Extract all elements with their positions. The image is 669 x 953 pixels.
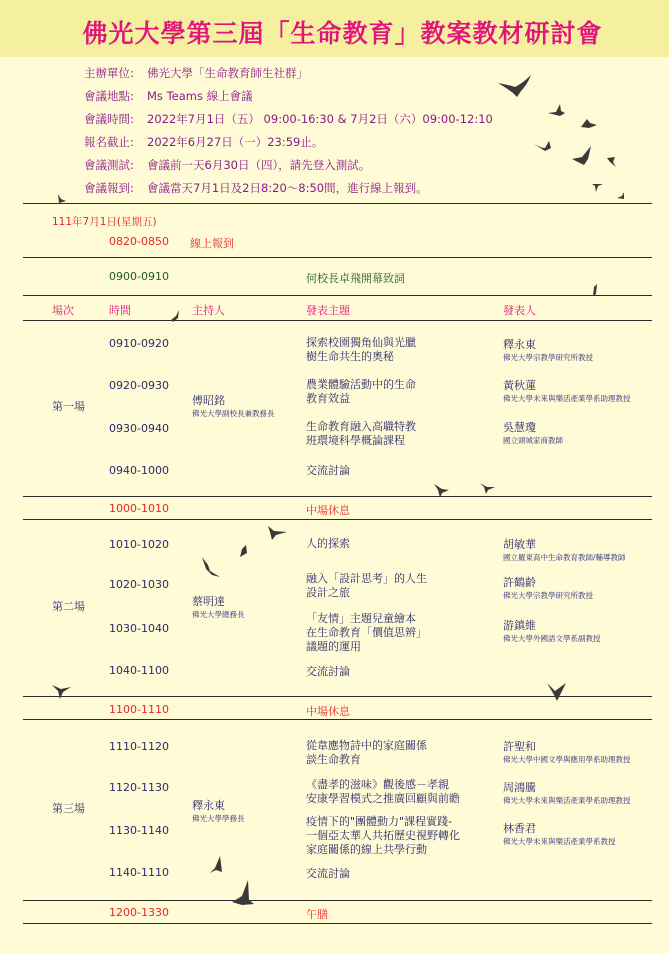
divider <box>23 203 652 204</box>
bird-icon <box>497 73 533 99</box>
speaker-affiliation: 佛光大學中國文學與應用學系助理教授 <box>503 755 631 764</box>
bird-icon <box>57 194 67 204</box>
bird-icon <box>480 483 496 495</box>
bird-icon <box>266 526 288 540</box>
item-topic: 生命教育融入高職特教 班環境科學概論課程 <box>306 420 416 447</box>
item-time: 0940-1000 <box>109 464 169 477</box>
speaker-name: 釋永東 <box>503 338 536 351</box>
bird-icon <box>533 140 553 152</box>
page-title: 佛光大學第三屆「生命教育」教案教材研討會 <box>82 19 603 48</box>
checkin-label: 線上報到 <box>190 237 234 250</box>
speaker-name: 游鎮維 <box>503 619 536 632</box>
item-topic: 從韋應物詩中的家庭關係 談生命教育 <box>306 739 427 766</box>
header-session: 場次 <box>52 304 74 317</box>
item-time: 1120-1130 <box>109 781 169 794</box>
info-checkin: 會議報到: 會議當天7月1日及2日8:20～8:50間，進行線上報到。 <box>84 181 428 195</box>
bird-icon <box>202 557 222 577</box>
info-test: 會議測試: 會議前一天6月30日（四），請先登入測試。 <box>84 158 371 172</box>
speaker-affiliation: 國立頭城家商教師 <box>503 436 563 445</box>
bird-icon <box>617 192 625 200</box>
schedule-date: 111年7月1日(星期五) <box>52 216 157 228</box>
opening-label: 何校長卓飛開幕致詞 <box>306 272 405 285</box>
bird-icon <box>434 484 450 498</box>
break-time: 1200-1330 <box>109 906 169 919</box>
header-speaker: 發表人 <box>503 304 536 317</box>
header-topic: 發表主題 <box>306 304 350 317</box>
break-label: 午膳 <box>306 908 328 921</box>
item-time: 1140-1110 <box>109 866 169 879</box>
speaker-name: 胡敏華 <box>503 538 536 551</box>
item-topic: 疫情下的"團體動力"課程實踐- 一個亞太華人共拓歷史視野轉化 家庭關係的線上共學行動 <box>306 815 460 856</box>
speaker-name: 黃秋蓮 <box>503 379 536 392</box>
host-name: 蔡明達 <box>192 595 225 608</box>
host-title: 佛光大學學務長 <box>192 814 245 823</box>
speaker-affiliation: 佛光大學外國語文學系副教授 <box>503 634 601 643</box>
item-time: 0920-0930 <box>109 379 169 392</box>
opening-time: 0900-0910 <box>109 270 169 283</box>
bird-icon <box>547 683 567 701</box>
speaker-name: 林香君 <box>503 822 536 835</box>
item-time: 0910-0920 <box>109 337 169 350</box>
host-title: 佛光大學總務長 <box>192 610 245 619</box>
speaker-name: 許鶴齡 <box>503 576 536 589</box>
item-topic: 交流討論 <box>306 867 350 880</box>
divider <box>23 496 652 497</box>
bird-icon <box>572 145 594 167</box>
item-topic: 「友情」主題兒童繪本 在生命教育「價值思辨」 議題的運用 <box>306 612 427 653</box>
speaker-affiliation: 佛光大學宗教學研究所教授 <box>503 353 593 362</box>
bird-icon <box>52 685 72 699</box>
item-time: 0930-0940 <box>109 422 169 435</box>
bird-icon <box>210 856 224 874</box>
bird-icon <box>238 545 248 557</box>
item-topic: 探索校園獨角仙與光臘 樹生命共生的奧秘 <box>306 336 416 363</box>
speaker-affiliation: 佛光大學宗教學研究所教授 <box>503 591 593 600</box>
info-deadline: 報名截止: 2022年6月27日（一）23:59止。 <box>84 135 324 149</box>
bird-icon <box>607 156 617 168</box>
item-time: 1020-1030 <box>109 578 169 591</box>
speaker-name: 周鴻騰 <box>503 781 536 794</box>
divider <box>23 519 652 520</box>
speaker-affiliation: 佛光大學未來與樂活產業學系助理教授 <box>503 796 631 805</box>
break-label: 中場休息 <box>306 705 350 718</box>
break-time: 1100-1110 <box>109 703 169 716</box>
item-time: 1010-1020 <box>109 538 169 551</box>
break-label: 中場休息 <box>306 504 350 517</box>
divider <box>23 257 652 258</box>
item-time: 1130-1140 <box>109 824 169 837</box>
session-name: 第二場 <box>52 600 85 613</box>
item-topic: 《盡孝的滋味》觀後感－孝親 安康學習模式之推廣回顧與前瞻 <box>306 778 460 805</box>
host-title: 佛光大學副校長兼教務長 <box>192 409 275 418</box>
item-time: 1110-1120 <box>109 740 169 753</box>
session-name: 第一場 <box>52 400 85 413</box>
speaker-affiliation: 佛光大學未來與樂活產業學系教授 <box>503 837 616 846</box>
item-topic: 融入「設計思考」的人生 設計之旅 <box>306 572 427 599</box>
item-time: 1030-1040 <box>109 622 169 635</box>
divider <box>23 719 652 720</box>
info-organizer: 主辦單位: 佛光大學「生命教育師生社群」 <box>84 66 308 80</box>
item-topic: 農業體驗活動中的生命 教育效益 <box>306 378 416 405</box>
speaker-name: 許聖和 <box>503 740 536 753</box>
bird-icon <box>592 183 604 193</box>
header-host: 主持人 <box>192 304 225 317</box>
checkin-time: 0820-0850 <box>109 235 169 248</box>
info-venue: 會議地點: Ms Teams 線上會議 <box>84 89 253 103</box>
item-topic: 交流討論 <box>306 464 350 477</box>
title-banner <box>0 0 669 57</box>
break-time: 1000-1010 <box>109 502 169 515</box>
host-name: 釋永東 <box>192 799 225 812</box>
bird-icon <box>171 310 181 322</box>
divider <box>23 900 652 901</box>
speaker-name: 吳慧瓊 <box>503 421 536 434</box>
divider <box>23 320 652 321</box>
bird-icon <box>592 284 598 296</box>
item-topic: 人的探索 <box>306 537 350 550</box>
item-topic: 交流討論 <box>306 665 350 678</box>
bird-icon <box>548 103 566 117</box>
bird-icon <box>580 117 598 129</box>
divider <box>23 923 652 924</box>
divider <box>23 295 652 296</box>
speaker-affiliation: 國立羅東高中生命教育教師/輔導教師 <box>503 553 626 562</box>
info-time: 會議時間: 2022年7月1日（五） 09:00-16:30 & 7月2日（六）09:00-12:10 <box>84 112 493 126</box>
session-name: 第三場 <box>52 802 85 815</box>
item-time: 1040-1100 <box>109 664 169 677</box>
header-time: 時間 <box>109 304 131 317</box>
bird-icon <box>232 880 254 906</box>
speaker-affiliation: 佛光大學未來與樂活產業學系助理教授 <box>503 394 631 403</box>
host-name: 傅昭銘 <box>192 394 225 407</box>
